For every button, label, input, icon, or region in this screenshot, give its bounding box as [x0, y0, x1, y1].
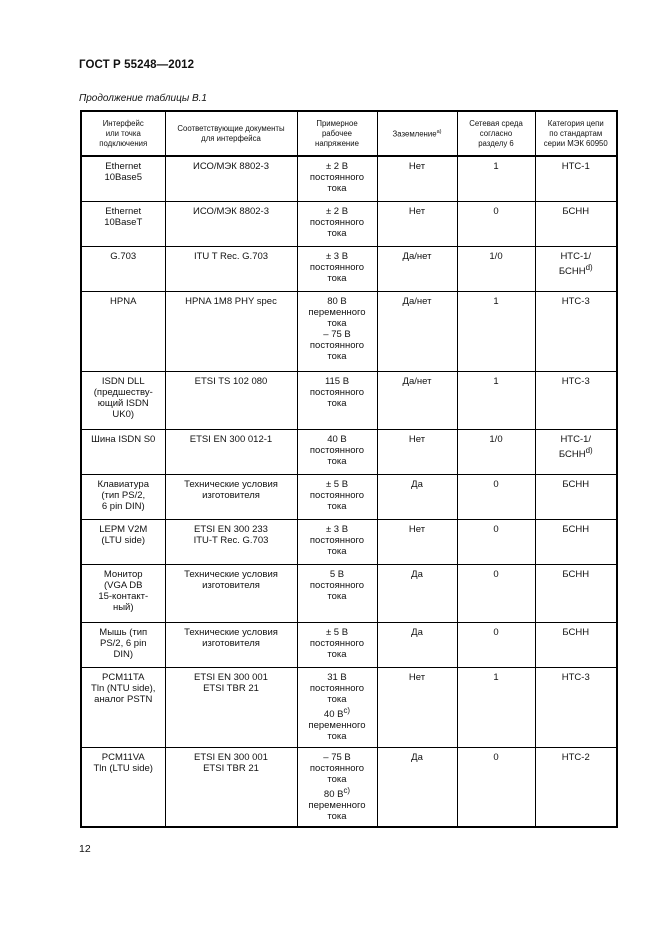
cell-network-environment — [457, 474, 535, 519]
cell-line: (LTU side) — [101, 534, 146, 546]
cell-line: ETSI TBR 21 — [203, 762, 259, 774]
cell-line: HPNA 1M8 PHY spec — [185, 295, 277, 307]
cell-line — [380, 127, 455, 140]
cell-line: переменного — [308, 799, 366, 811]
cell-line: – 75 В — [323, 328, 351, 340]
table-row — [81, 429, 617, 474]
cell-line: серии МЭК 60950 — [543, 138, 608, 148]
column-header-interface — [81, 111, 165, 156]
cell-line: аналог PSTN — [94, 693, 153, 705]
cell-line: тока — [327, 810, 347, 822]
cell-line: ± 5 В — [325, 626, 349, 638]
cell-circuit-category — [535, 291, 617, 371]
cell-documents — [165, 519, 297, 564]
cell-line: Соответствующие документы — [177, 123, 285, 133]
cell-documents — [165, 246, 297, 291]
cell-grounding — [377, 156, 457, 201]
cell-interface — [81, 291, 165, 371]
cell-interface — [81, 201, 165, 246]
cell-line: DIN) — [113, 648, 134, 660]
cell-voltage — [297, 622, 377, 667]
cell-line: UK0) — [112, 408, 135, 420]
cell-interface — [81, 667, 165, 747]
cell-line: Мышь (тип — [99, 626, 148, 638]
interfaces-table — [80, 110, 618, 828]
cell-line: ИСО/МЭК 8802-3 — [192, 161, 269, 172]
cell-line — [301, 785, 374, 800]
cell-line: Tln (NTU side), — [91, 682, 156, 694]
cell-line: постоянного — [309, 682, 365, 694]
cell-grounding — [377, 622, 457, 667]
table-row — [81, 747, 617, 827]
cell-line: напряжение — [315, 138, 359, 148]
cell-grounding — [377, 429, 457, 474]
cell-line: постоянного — [309, 534, 365, 546]
cell-line: БСНН — [562, 205, 590, 217]
cell-line: БСНН — [562, 523, 590, 535]
table-row — [81, 667, 617, 747]
cell-line: постоянного — [309, 216, 365, 228]
cell-line: тока — [327, 227, 347, 239]
cell-line: НТС-1/ — [560, 250, 592, 262]
cell-line: 0 — [493, 568, 499, 580]
cell-line — [301, 705, 374, 720]
cell-grounding — [377, 291, 457, 371]
cell-line: НТС-3 — [561, 671, 590, 683]
cell-line: 5 В — [329, 568, 345, 580]
cell-circuit-category — [535, 429, 617, 474]
cell-line: ± 5 В — [325, 478, 349, 490]
cell-voltage — [297, 474, 377, 519]
cell-network-environment — [457, 429, 535, 474]
cell-line: НТС-2 — [561, 751, 590, 763]
cell-line: PCM11TA — [102, 671, 145, 683]
cell-voltage — [297, 747, 377, 827]
cell-line: ETSI EN 300 001 — [194, 671, 268, 683]
cell-line: переменного — [308, 719, 366, 731]
cell-line: Технические условия — [184, 478, 278, 490]
cell-line: Клавиатура — [97, 478, 149, 490]
page-number: 12 — [79, 843, 91, 855]
cell-line: для интерфейса — [201, 133, 261, 143]
cell-line: 1/0 — [489, 250, 503, 262]
cell-line: изготовителя — [202, 579, 260, 591]
cell-line: ± 3 В — [325, 523, 349, 535]
cell-text: БСНН — [558, 265, 586, 277]
cell-line: тока — [327, 183, 347, 194]
column-header-circuit-category — [535, 111, 617, 156]
cell-line: Да/нет — [402, 375, 432, 387]
cell-circuit-category — [535, 519, 617, 564]
cell-line: ± 2 В — [325, 161, 349, 172]
cell-line: 1 — [493, 671, 499, 683]
cell-line: постоянного — [309, 579, 365, 591]
cell-line: 31 В — [327, 671, 347, 683]
cell-documents — [165, 371, 297, 429]
cell-line: Примерное — [316, 118, 358, 128]
cell-line: тока — [327, 545, 347, 557]
cell-line: ETSI EN 300 001 — [194, 751, 268, 763]
footnote-marker: с) — [343, 785, 351, 795]
cell-line: БСНН — [562, 568, 590, 580]
cell-network-environment — [457, 201, 535, 246]
cell-documents — [165, 667, 297, 747]
footnote-marker: d) — [585, 445, 593, 455]
cell-line: Нет — [408, 523, 426, 535]
cell-line: PCM11VA — [101, 751, 145, 763]
cell-line: тока — [327, 455, 347, 467]
cell-interface — [81, 622, 165, 667]
cell-line: тока — [327, 730, 347, 742]
cell-circuit-category — [535, 474, 617, 519]
table-row — [81, 519, 617, 564]
cell-line: ETSI TBR 21 — [203, 682, 259, 694]
cell-line: Да/нет — [402, 250, 432, 262]
cell-line: Да/нет — [402, 295, 432, 307]
cell-line: Нет — [408, 433, 426, 445]
cell-line: 80 В — [327, 295, 347, 307]
cell-line: постоянного — [309, 762, 365, 774]
cell-line: 0 — [493, 626, 499, 638]
cell-line: (VGA DB — [103, 579, 143, 591]
cell-line: 6 pin DIN) — [101, 500, 145, 512]
cell-interface — [81, 429, 165, 474]
cell-network-environment — [457, 291, 535, 371]
cell-grounding — [377, 519, 457, 564]
cell-line: или точка — [105, 128, 141, 138]
cell-interface — [81, 371, 165, 429]
cell-line: тока — [327, 397, 347, 409]
table-header-row — [81, 111, 617, 156]
cell-grounding — [377, 371, 457, 429]
cell-interface — [81, 747, 165, 827]
cell-line: Ethernet — [105, 205, 142, 217]
cell-grounding — [377, 747, 457, 827]
cell-voltage — [297, 291, 377, 371]
cell-grounding — [377, 474, 457, 519]
cell-line: изготовителя — [202, 489, 260, 501]
cell-line: тока — [327, 590, 347, 602]
column-header-documents — [165, 111, 297, 156]
cell-line: 1 — [493, 375, 499, 387]
cell-line: 40 В — [327, 433, 347, 445]
cell-line: тока — [327, 693, 347, 705]
cell-line: Монитор — [103, 568, 143, 580]
cell-voltage — [297, 246, 377, 291]
cell-line: 1 — [493, 161, 499, 172]
column-header-voltage — [297, 111, 377, 156]
cell-interface — [81, 519, 165, 564]
cell-interface — [81, 156, 165, 201]
cell-line: LEPM V2M — [99, 523, 148, 535]
cell-interface — [81, 246, 165, 291]
cell-line: ITU T Rec. G.703 — [193, 250, 269, 262]
cell-line: 0 — [493, 523, 499, 535]
cell-line: 0 — [493, 751, 499, 763]
cell-line: Ethernet — [105, 161, 142, 172]
cell-line: Нет — [408, 205, 426, 217]
cell-line: (тип PS/2, — [101, 489, 146, 501]
cell-network-environment — [457, 564, 535, 622]
table-row — [81, 291, 617, 371]
cell-voltage — [297, 371, 377, 429]
cell-line: ± 2 В — [325, 205, 349, 217]
cell-text: 80 В — [323, 788, 344, 800]
cell-line: постоянного — [309, 637, 365, 649]
cell-grounding — [377, 564, 457, 622]
cell-line: Интерфейс — [102, 118, 144, 128]
document-header: ГОСТ Р 55248—2012 — [79, 59, 195, 71]
cell-line: НТС-3 — [561, 375, 590, 387]
cell-grounding — [377, 201, 457, 246]
cell-line — [539, 262, 614, 277]
table-row — [81, 622, 617, 667]
cell-line: постоянного — [309, 489, 365, 501]
cell-text: 40 В — [323, 708, 344, 720]
table-row — [81, 474, 617, 519]
cell-line: ETSI EN 300 012-1 — [189, 433, 273, 445]
cell-network-environment — [457, 246, 535, 291]
cell-line: 1/0 — [489, 433, 503, 445]
table-row — [81, 246, 617, 291]
cell-line: Да — [411, 626, 423, 638]
cell-line: Да — [411, 751, 423, 763]
cell-line: 10Base5 — [104, 172, 142, 183]
cell-circuit-category — [535, 156, 617, 201]
cell-line: – 75 В — [323, 751, 351, 763]
cell-line: БСНН — [562, 626, 590, 638]
cell-documents — [165, 291, 297, 371]
cell-voltage — [297, 564, 377, 622]
cell-interface — [81, 564, 165, 622]
cell-line: согласно — [479, 128, 513, 138]
cell-line: постоянного — [309, 339, 365, 351]
cell-voltage — [297, 429, 377, 474]
cell-line: ный) — [112, 601, 134, 613]
cell-line: БСНН — [562, 478, 590, 490]
cell-line: Да — [411, 568, 423, 580]
cell-line: НТС-1/ — [560, 433, 592, 445]
cell-line: по стандартам — [549, 128, 603, 138]
cell-line: Технические условия — [184, 568, 278, 580]
cell-line: ETSI EN 300 233 — [194, 523, 268, 535]
footnote-marker: с) — [343, 705, 351, 715]
cell-line: тока — [327, 648, 347, 660]
footnote-marker: d) — [585, 262, 593, 272]
table-row — [81, 564, 617, 622]
cell-circuit-category — [535, 667, 617, 747]
cell-line: 10BaseT — [104, 216, 143, 228]
cell-line: НТС-3 — [561, 295, 590, 307]
cell-line: тока — [327, 500, 347, 512]
cell-circuit-category — [535, 371, 617, 429]
cell-line: тока — [327, 350, 347, 362]
cell-line: Tln (LTU side) — [93, 762, 153, 774]
cell-line: ETSI TS 102 080 — [194, 375, 268, 387]
cell-line: изготовителя — [202, 637, 260, 649]
cell-grounding — [377, 667, 457, 747]
cell-circuit-category — [535, 246, 617, 291]
cell-line: НТС-1 — [561, 161, 590, 172]
cell-line: разделу 6 — [478, 138, 514, 148]
cell-line: Технические условия — [184, 626, 278, 638]
cell-circuit-category — [535, 747, 617, 827]
cell-line: ITU-T Rec. G.703 — [193, 534, 269, 546]
cell-interface — [81, 474, 165, 519]
table-row — [81, 201, 617, 246]
cell-voltage — [297, 519, 377, 564]
cell-line: постоянного — [309, 261, 365, 273]
cell-network-environment — [457, 622, 535, 667]
cell-text: Заземление — [392, 129, 437, 139]
cell-line: PS/2, 6 pin — [100, 637, 147, 649]
cell-documents — [165, 622, 297, 667]
column-header-grounding — [377, 111, 457, 156]
cell-line: ± 3 В — [325, 250, 349, 262]
column-header-network-environment — [457, 111, 535, 156]
cell-line: HPNA — [110, 295, 137, 307]
cell-line: тока — [327, 317, 347, 329]
cell-line: 0 — [493, 205, 499, 217]
cell-line: 0 — [493, 478, 499, 490]
cell-line: 115 В — [324, 375, 350, 387]
cell-network-environment — [457, 519, 535, 564]
cell-line: постоянного — [309, 172, 365, 183]
cell-line: тока — [327, 272, 347, 284]
cell-text: БСНН — [558, 448, 586, 460]
cell-documents — [165, 474, 297, 519]
cell-documents — [165, 429, 297, 474]
cell-grounding — [377, 246, 457, 291]
cell-line: переменного — [308, 306, 366, 318]
cell-network-environment — [457, 747, 535, 827]
cell-line: G.703 — [110, 250, 137, 262]
cell-line: Сетевая среда — [469, 118, 523, 128]
cell-line: (предшеству- — [93, 386, 153, 398]
cell-line: ИСО/МЭК 8802-3 — [192, 205, 269, 217]
table-caption: Продолжение таблицы В.1 — [79, 93, 207, 104]
cell-documents — [165, 156, 297, 201]
cell-line — [539, 445, 614, 460]
cell-line: ющий ISDN — [97, 397, 149, 409]
table-row — [81, 156, 617, 201]
cell-network-environment — [457, 667, 535, 747]
cell-documents — [165, 747, 297, 827]
cell-line: Да — [411, 478, 423, 490]
cell-circuit-category — [535, 201, 617, 246]
cell-circuit-category — [535, 622, 617, 667]
cell-documents — [165, 564, 297, 622]
cell-line: 1 — [493, 295, 499, 307]
table-row — [81, 371, 617, 429]
cell-voltage — [297, 667, 377, 747]
cell-documents — [165, 201, 297, 246]
cell-circuit-category — [535, 564, 617, 622]
cell-line: ISDN DLL — [101, 375, 145, 387]
cell-line: рабочее — [321, 128, 353, 138]
cell-line: постоянного — [309, 444, 365, 456]
cell-line: Шина ISDN S0 — [91, 433, 156, 445]
cell-line: Категория цепи — [547, 118, 604, 128]
cell-voltage — [297, 156, 377, 201]
cell-line: Нет — [408, 671, 426, 683]
footnote-marker: а) — [436, 129, 442, 136]
cell-line: постоянного — [309, 386, 365, 398]
cell-network-environment — [457, 371, 535, 429]
cell-line: подключения — [99, 138, 148, 148]
cell-line: Нет — [408, 161, 426, 172]
cell-line: 15-контакт- — [98, 590, 149, 602]
cell-network-environment — [457, 156, 535, 201]
cell-line: тока — [327, 773, 347, 785]
cell-voltage — [297, 201, 377, 246]
